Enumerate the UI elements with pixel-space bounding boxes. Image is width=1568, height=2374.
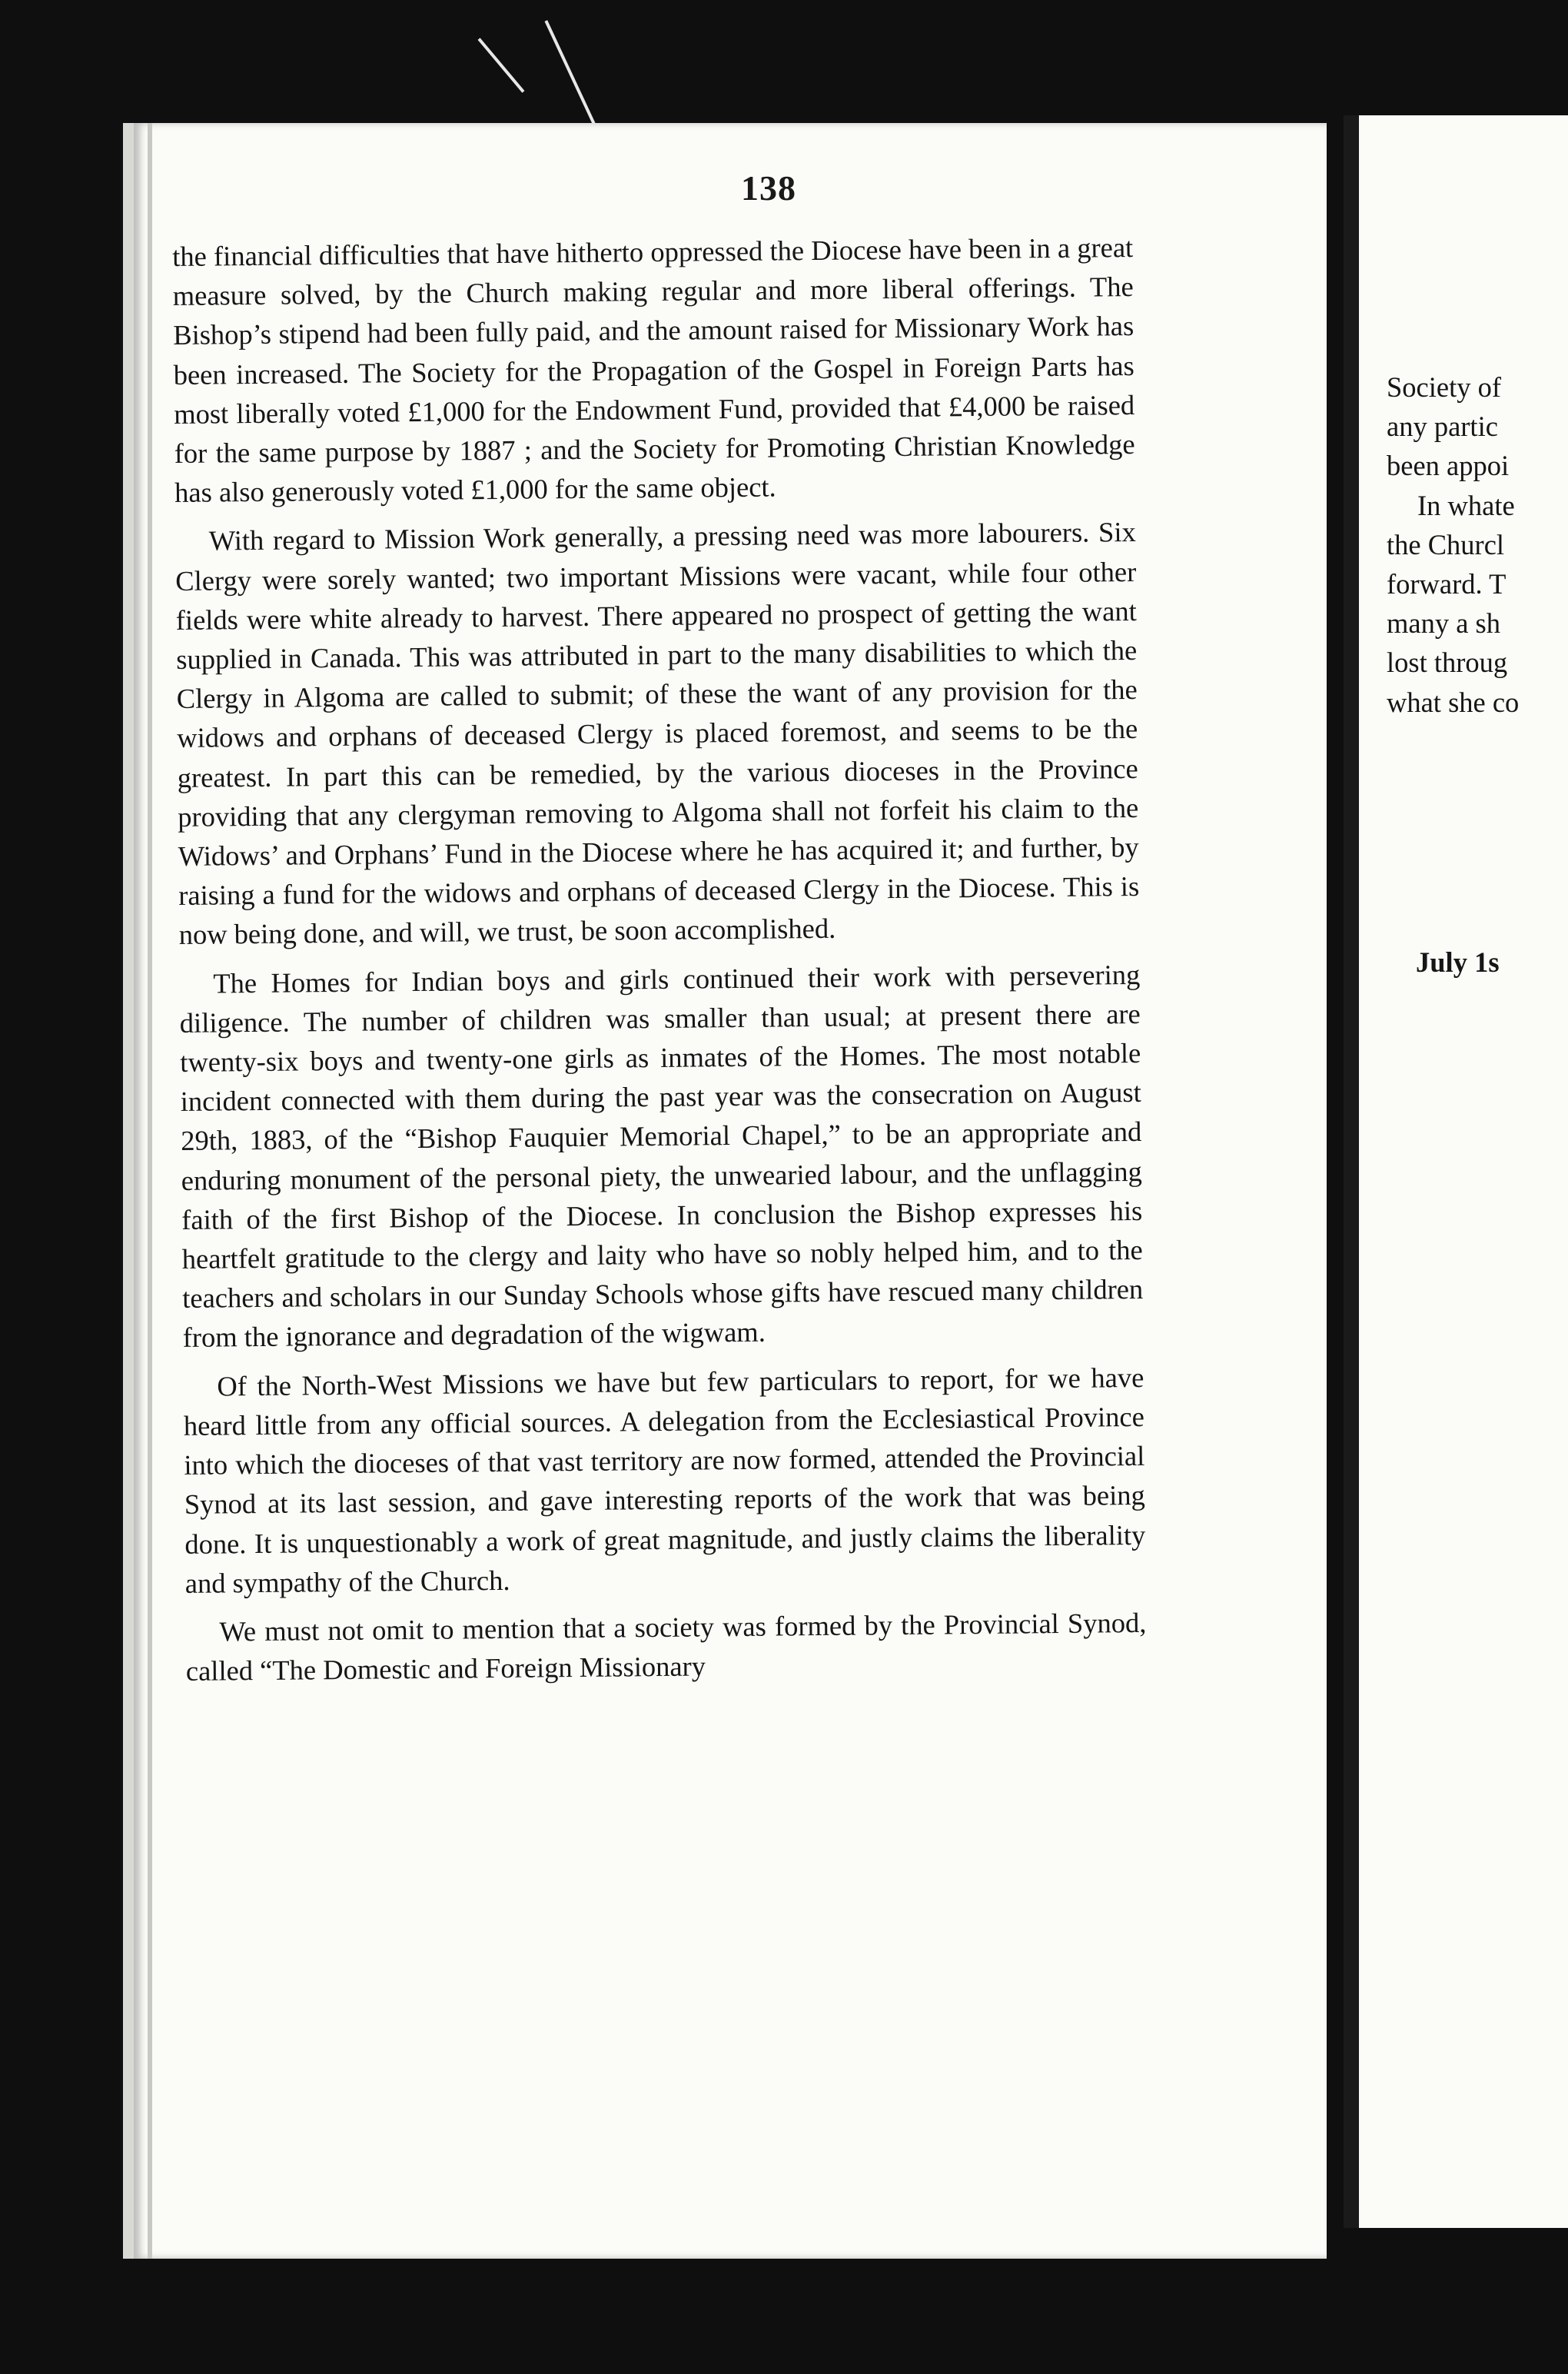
page-text [172, 228, 1147, 1691]
facing-page [1344, 115, 1568, 2228]
paragraph: Of the North-West Missions we have but few particulars to report, for we have heard little from any official sources. A delegation from the Ecclesiastical Province into which the dioceses of that vast territory are now formed, attended the Provincial Synod at its last session, and gave interesting reports of the work that was being done. It is unquestionably a work of great magnitude, and justly claims the liberality and sympathy of the Church. [183, 1361, 1146, 1599]
scan-mark [544, 20, 596, 126]
facing-page-text [1387, 367, 1568, 722]
facing-line: many a sh [1387, 607, 1500, 640]
facing-line: been appoi [1387, 450, 1510, 482]
page-edge [148, 123, 152, 2259]
facing-line: the Churcl [1387, 528, 1505, 560]
facing-line: Society of [1387, 371, 1502, 403]
paragraph: The Homes for Indian boys and girls continued their work with persevering diligence. The number of children was smaller than usual; at present there are twenty-six boys and twenty-one girls as inmates of the Homes. The most notable incident connected with them during the past year was the consecration on August 29th, 1883, of the “Bishop Fauquier Memorial Chapel,” to be an appropriate and enduring monument of the personal piety, the unwearied labour, and the unflagging faith of the first Bishop of the Diocese. In conclusion the Bishop expresses his heartfelt gratitude to the clergy and laity who have so nobly helped him, and to the teachers and scholars in our Sunday Schools whose gifts have rescued many children from the ignorance and degradation of the wigwam. [179, 958, 1144, 1354]
facing-line: lost throug [1387, 647, 1508, 679]
facing-date-fragment: July 1s [1416, 946, 1500, 978]
scan-mark [478, 38, 525, 93]
facing-line: any partic [1387, 411, 1498, 443]
paragraph: With regard to Mission Work generally, a pressing need was more labourers. Six Clergy were sorely wanted; two important Missions were vacant, while four other fields were white already to harvest. There appeared no prospect of getting the want supplied in Canada. This was attributed in part to the many disabilities to which the Clergy in Algoma are called to submit; of these the want of any provision for the widows and orphans of deceased Clergy is placed foremost, and seems to be the greatest. In part this can be remedied, by the various dioceses in the Province providing that any clergyman removing to Algoma shall not forfeit his claim to the Widows’ and Orphans’ Fund in the Diocese where he has acquired it; and further, by raising a fund for the widows and orphans of deceased Clergy in the Diocese. This is now being done, and will, we trust, be soon accomplished. [175, 516, 1140, 951]
paragraph: the financial difficulties that have hitherto oppressed the Diocese have been in a great measure solved, by the Church making regular and more liberal offerings. The Bishop’s stipend had been fully paid, and the amount raised for Missionary Work has been increased. The Society for the Propagation of the Gospel in Foreign Parts has most liberally voted £1,000 for the Endowment Fund, provided that £4,000 be raised for the same purpose by 1887 ; and the Society for Promoting Christian Knowledge has also generously voted £1,000 for the same object. [172, 231, 1135, 509]
page-number: 138 [741, 168, 796, 208]
facing-line: what she co [1387, 686, 1520, 718]
facing-line: forward. T [1387, 567, 1507, 600]
paragraph: We must not omit to mention that a society was formed by the Provincial Synod, called “The Domestic and Foreign Missionary [185, 1606, 1147, 1687]
facing-line: In whate [1417, 489, 1515, 521]
